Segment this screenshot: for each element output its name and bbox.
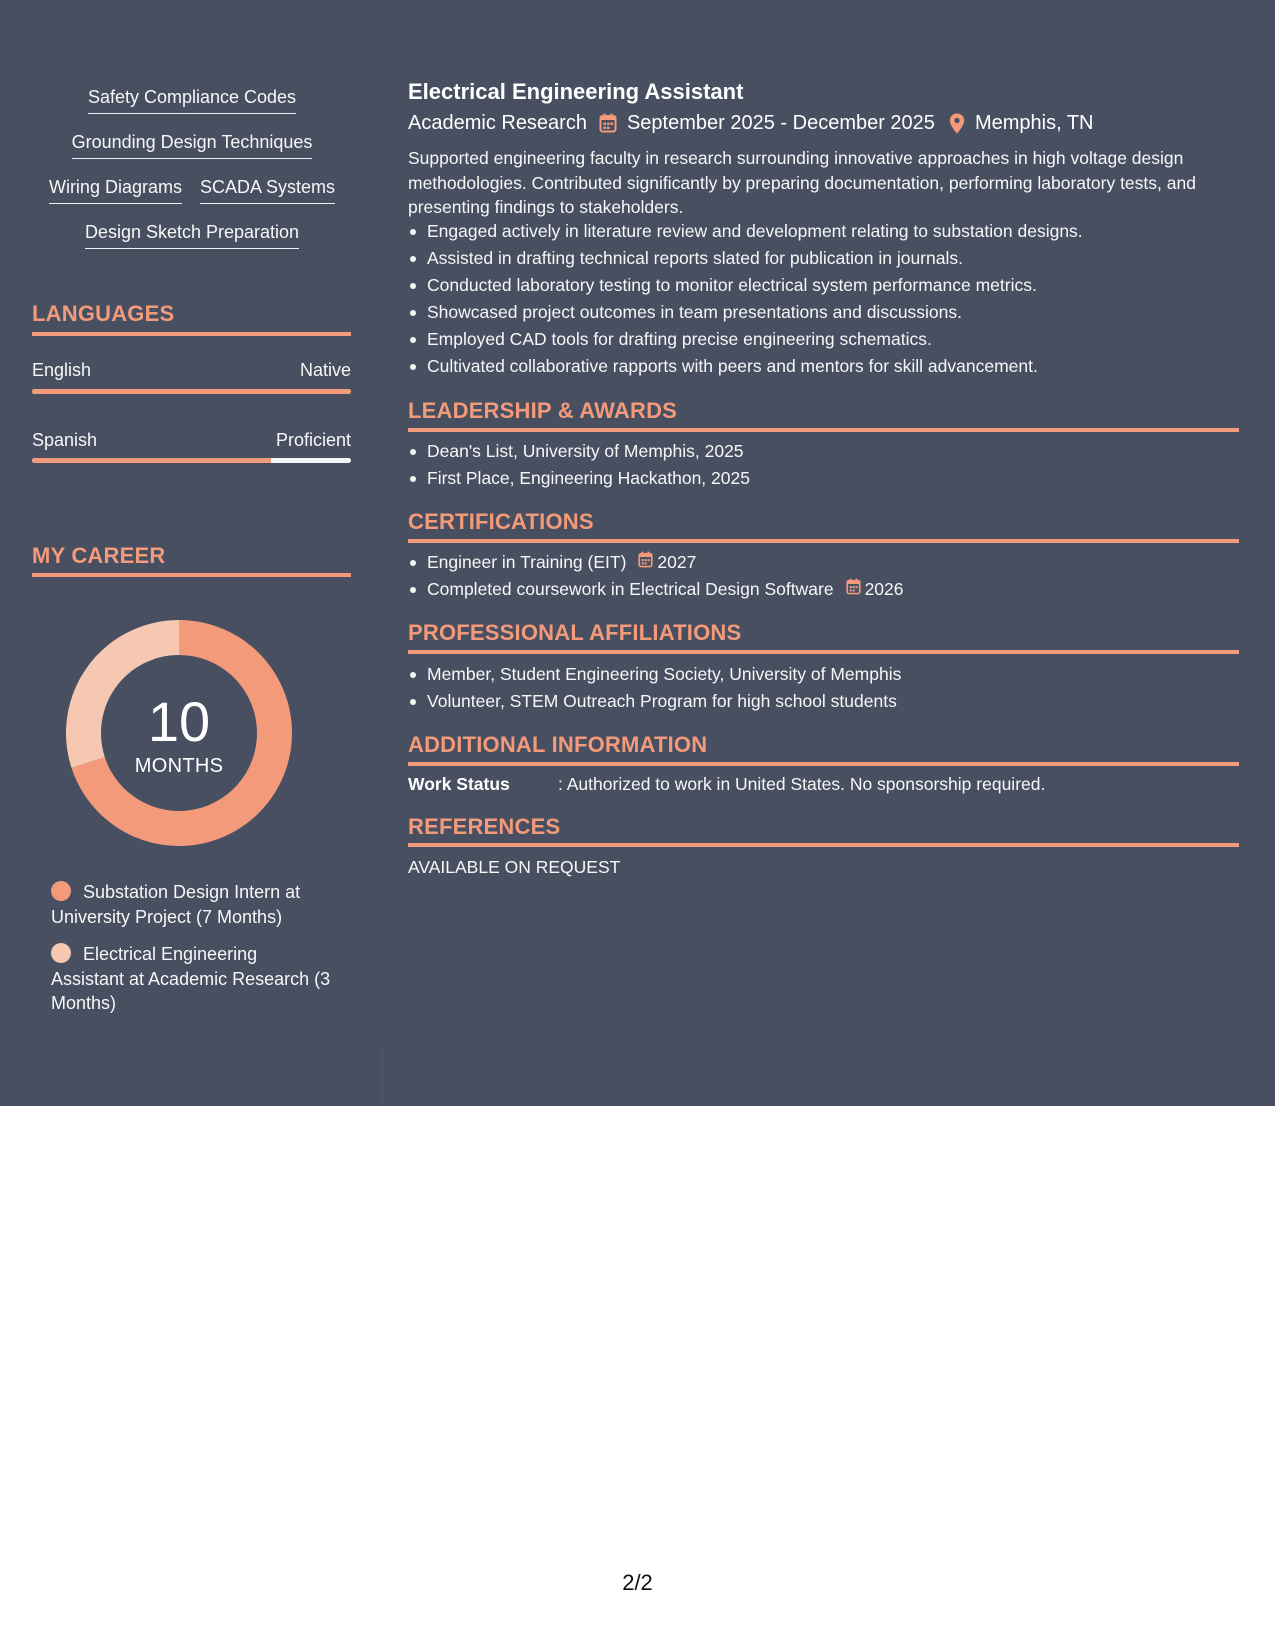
career-total-months: 10 <box>147 690 211 753</box>
cert-year: 2027 <box>657 552 697 572</box>
leadership-list <box>408 438 1239 492</box>
work-status-label: Work Status <box>408 774 510 794</box>
legend-label: Substation Design Intern at University Project (7 Months) <box>51 882 301 927</box>
languages-rule <box>32 332 351 336</box>
certifications-heading: CERTIFICATIONS <box>408 509 594 534</box>
work-status-row <box>408 772 1045 796</box>
language-bar <box>32 389 351 394</box>
list-item: Volunteer, STEM Outreach Program for high school students <box>408 688 1239 715</box>
additional-info-heading: ADDITIONAL INFORMATION <box>408 732 708 757</box>
list-item <box>408 576 1239 603</box>
language-row <box>32 429 351 451</box>
leadership-heading: LEADERSHIP & AWARDS <box>408 398 678 423</box>
language-bar-fill <box>32 389 351 394</box>
list-item: First Place, Engineering Hackathon, 2025 <box>408 465 1239 492</box>
skill-row <box>32 221 352 266</box>
job-meta <box>408 110 1093 136</box>
additional-info-rule <box>408 762 1239 766</box>
career-rule <box>32 573 351 577</box>
skill-row <box>32 176 352 221</box>
skill-tag: Safety Compliance Codes <box>88 86 296 114</box>
affiliations-list <box>408 661 1239 715</box>
legend-dot <box>51 943 71 963</box>
skill-tag: SCADA Systems <box>200 176 335 204</box>
affiliations-rule <box>408 650 1239 654</box>
list-item: Conducted laboratory testing to monitor electrical system performance metrics. <box>408 272 1239 299</box>
list-item: Dean's List, University of Memphis, 2025 <box>408 438 1239 465</box>
language-name: English <box>32 360 92 380</box>
references-text: AVAILABLE ON REQUEST <box>408 857 621 877</box>
references-rule <box>408 843 1239 847</box>
skill-tag: Grounding Design Techniques <box>72 131 313 159</box>
list-item: Engaged actively in literature review and development relating to substation designs. <box>408 218 1239 245</box>
job-dates: September 2025 - December 2025 <box>626 112 935 134</box>
languages-heading: LANGUAGES <box>32 301 175 326</box>
affiliations-heading: PROFESSIONAL AFFILIATIONS <box>408 620 742 645</box>
work-status-value: : Authorized to work in United States. No sponsorship required. <box>558 774 1046 794</box>
legend-dot <box>51 881 71 901</box>
career-legend-item <box>51 880 331 929</box>
language-level: Proficient <box>275 430 351 450</box>
legend-label: Electrical Engineering Assistant at Academic Research (3 Months) <box>51 944 331 1013</box>
skill-row <box>32 131 352 176</box>
list-item: Member, Student Engineering Society, University of Memphis <box>408 661 1239 688</box>
sidebar <box>0 0 383 1106</box>
career-heading: MY CAREER <box>32 543 166 568</box>
cert-year: 2026 <box>864 579 904 599</box>
calendar-icon <box>846 576 865 603</box>
job-title: Electrical Engineering Assistant <box>408 79 744 104</box>
skill-row <box>32 86 352 131</box>
list-item: Showcased project outcomes in team presentations and discussions. <box>408 299 1239 326</box>
list-item <box>408 549 1239 576</box>
leadership-rule <box>408 428 1239 432</box>
skill-tag: Design Sketch Preparation <box>85 221 299 249</box>
skill-tag: Wiring Diagrams <box>49 176 182 204</box>
job-bullets <box>408 218 1239 380</box>
language-name: Spanish <box>32 430 98 450</box>
language-row <box>32 359 351 381</box>
language-bar-fill <box>32 458 271 463</box>
list-item: Employed CAD tools for drafting precise engineering schematics. <box>408 326 1239 353</box>
calendar-icon <box>638 549 657 576</box>
skills-list <box>32 86 352 266</box>
list-item: Cultivated collaborative rapports with peers and mentors for skill advancement. <box>408 353 1239 380</box>
list-item: Assisted in drafting technical reports slated for publication in journals. <box>408 245 1239 272</box>
references-heading: REFERENCES <box>408 814 561 839</box>
calendar-icon <box>599 113 617 133</box>
cert-name: Engineer in Training (EIT) <box>427 552 627 572</box>
job-company: Academic Research <box>408 112 587 134</box>
career-donut-chart <box>66 620 292 846</box>
language-level: Native <box>299 360 351 380</box>
certifications-rule <box>408 539 1239 543</box>
cert-name: Completed coursework in Electrical Design Software <box>427 579 834 599</box>
language-bar <box>32 458 351 463</box>
job-location: Memphis, TN <box>974 112 1094 134</box>
location-pin-icon <box>949 113 965 134</box>
job-description: Supported engineering faculty in research surrounding innovative approaches in high voltage design methodologies. Contributed significantly by preparing documentation, performing laboratory tests, and presenting findings to stakeholders. <box>408 148 1196 217</box>
page-number: 2/2 <box>622 1570 653 1595</box>
career-legend-item <box>51 942 331 1016</box>
certifications-list <box>408 549 1239 603</box>
career-total-unit: MONTHS <box>134 755 224 777</box>
